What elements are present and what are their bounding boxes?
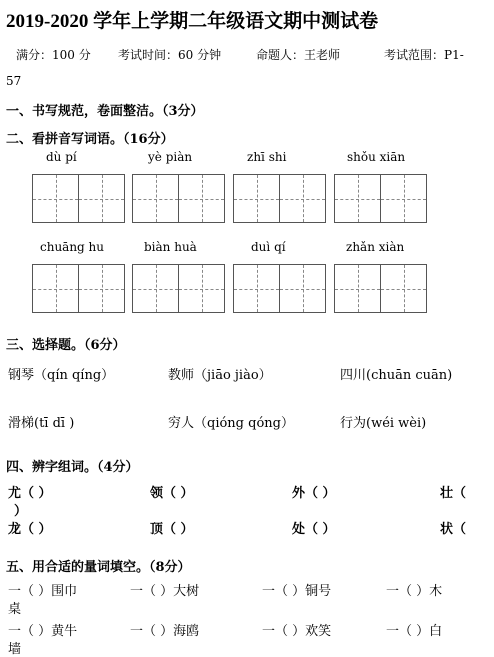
word-blank[interactable]: 龙（ ） xyxy=(8,522,52,537)
writing-grid[interactable] xyxy=(132,264,225,313)
word-blank[interactable]: 尤（ ） xyxy=(8,486,52,501)
word-blank[interactable]: 领（ ） xyxy=(150,486,194,501)
word-blank[interactable]: 壮（ xyxy=(440,486,467,501)
pinyin-label: shǒu xiān xyxy=(347,150,406,164)
word-blank[interactable]: 顶（ ） xyxy=(150,522,194,537)
choice-item[interactable]: 滑梯(tī dī ) xyxy=(8,416,75,431)
writing-grid[interactable] xyxy=(132,174,225,223)
writing-grid[interactable] xyxy=(233,174,326,223)
choice-item[interactable]: 四川(chuān cuān) xyxy=(340,368,453,383)
writing-grid[interactable] xyxy=(32,174,125,223)
pinyin-label: zhī shi xyxy=(247,150,287,164)
wrapped-text: 墙 xyxy=(8,642,22,657)
measure-word-blank[interactable]: 一（ ）欢笑 xyxy=(262,624,332,639)
measure-word-blank[interactable]: 一（ ）黄牛 xyxy=(8,624,78,639)
writing-grid[interactable] xyxy=(334,174,427,223)
total-score: 满分：100 分 xyxy=(16,48,91,62)
pinyin-label: chuāng hu xyxy=(40,240,105,254)
writing-grid[interactable] xyxy=(233,264,326,313)
measure-word-blank[interactable]: 一（ ）大树 xyxy=(130,584,200,599)
pinyin-label: zhǎn xiàn xyxy=(346,240,405,254)
exam-range-continued: 57 xyxy=(6,74,22,88)
exam-title: 2019-2020 学年上学期二年级语文期中测试卷 xyxy=(6,11,379,32)
choice-item[interactable]: 钢琴（qín qíng） xyxy=(8,368,115,383)
measure-word-blank[interactable]: 一（ ）海鸥 xyxy=(130,624,200,639)
writing-grid[interactable] xyxy=(32,264,125,313)
close-paren: ） xyxy=(14,504,28,519)
measure-word-blank[interactable]: 一（ ）木 xyxy=(386,584,443,599)
writing-grid[interactable] xyxy=(334,264,427,313)
choice-item[interactable]: 教师（jiāo jiào） xyxy=(168,368,272,383)
exam-range: 考试范围：P1- xyxy=(384,48,464,62)
word-blank[interactable]: 外（ ） xyxy=(292,486,336,501)
word-blank[interactable]: 处（ ） xyxy=(292,522,336,537)
pinyin-label: duì qí xyxy=(251,240,286,254)
measure-word-blank[interactable]: 一（ ）铜号 xyxy=(262,584,332,599)
choice-item[interactable]: 穷人（qióng qóng） xyxy=(168,416,294,431)
exam-duration: 考试时间：60 分钟 xyxy=(118,48,222,62)
section-3-heading: 三、选择题。（6分） xyxy=(6,338,126,353)
choice-item[interactable]: 行为(wéi wèi) xyxy=(340,416,427,431)
measure-word-blank[interactable]: 一（ ）白 xyxy=(386,624,443,639)
section-1-heading: 一、书写规范，卷面整洁。（3分） xyxy=(6,104,204,119)
exam-author: 命题人：王老师 xyxy=(256,48,341,62)
word-blank[interactable]: 状（ xyxy=(440,522,467,537)
section-4-heading: 四、辨字组词。（4分） xyxy=(6,460,139,475)
section-5-heading: 五、用合适的量词填空。（8分） xyxy=(6,560,191,575)
measure-word-blank[interactable]: 一（ ）围巾 xyxy=(8,584,78,599)
pinyin-label: biàn huà xyxy=(144,240,197,254)
wrapped-text: 桌 xyxy=(8,602,22,617)
section-2-heading: 二、看拼音写词语。（16分） xyxy=(6,132,174,147)
pinyin-label: yè piàn xyxy=(148,150,193,164)
pinyin-label: dù pí xyxy=(46,150,77,164)
